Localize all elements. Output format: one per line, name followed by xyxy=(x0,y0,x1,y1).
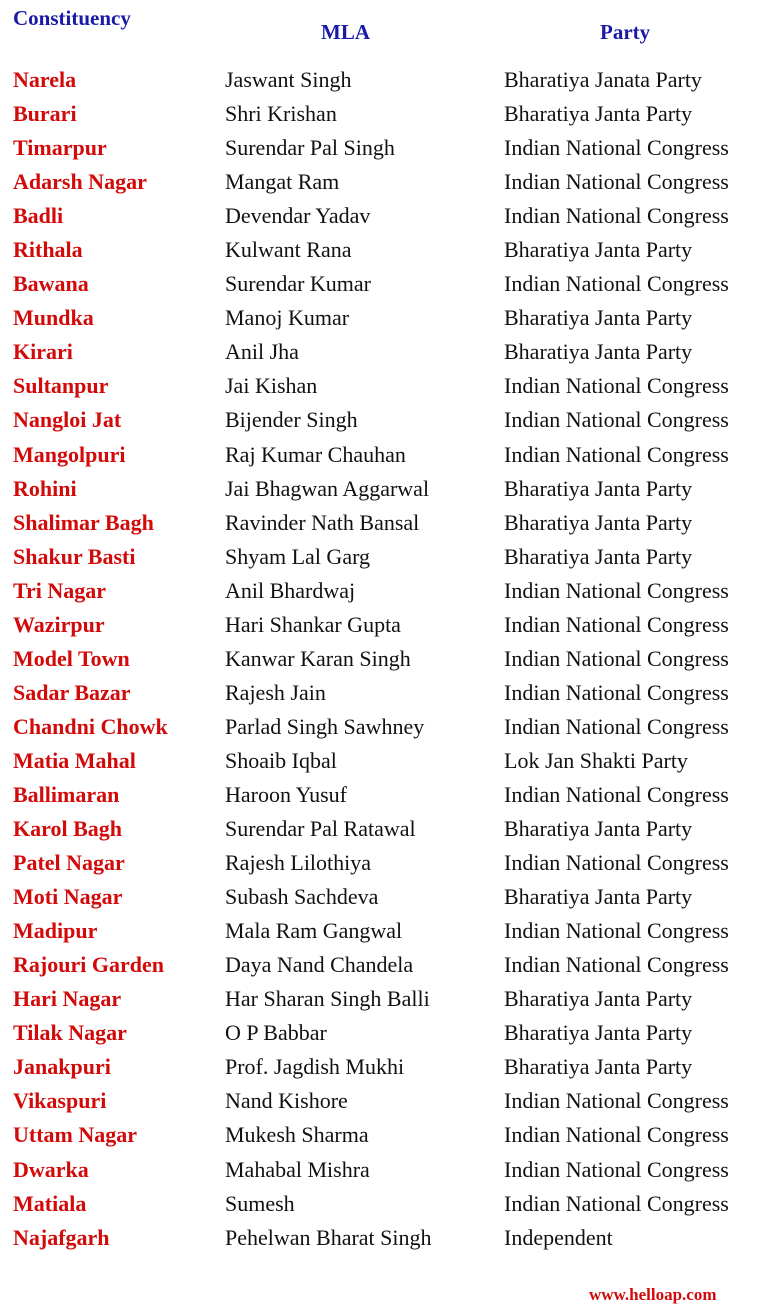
table-row xyxy=(0,574,770,608)
constituency-cell: Ballimaran xyxy=(13,781,120,807)
table-row xyxy=(0,335,770,369)
party-cell: Independent xyxy=(504,1224,613,1250)
mla-name-cell: Mahabal Mishra xyxy=(225,1156,370,1182)
table-row xyxy=(0,267,770,301)
constituency-cell: Uttam Nagar xyxy=(13,1122,138,1148)
mla-name-cell: Anil Jha xyxy=(225,339,299,365)
party-cell: Indian National Congress xyxy=(504,373,729,399)
party-cell: Indian National Congress xyxy=(504,1190,729,1216)
constituency-cell: Moti Nagar xyxy=(13,884,123,910)
party-cell: Indian National Congress xyxy=(504,1156,729,1182)
constituency-cell: Hari Nagar xyxy=(13,986,122,1012)
constituency-cell: Rithala xyxy=(13,237,83,263)
mla-name-cell: Prof. Jagdish Mukhi xyxy=(225,1054,405,1080)
mla-name-cell: Surendar Pal Ratawal xyxy=(225,816,416,842)
constituency-cell: Tilak Nagar xyxy=(13,1020,127,1046)
constituency-cell: Shalimar Bagh xyxy=(13,509,154,535)
table-row xyxy=(0,506,770,540)
constituency-cell: Shakur Basti xyxy=(13,543,136,569)
constituency-cell: Chandni Chowk xyxy=(13,713,168,739)
constituency-cell: Mundka xyxy=(13,305,94,331)
party-cell: Indian National Congress xyxy=(504,577,729,603)
table-row xyxy=(0,948,770,982)
party-cell: Indian National Congress xyxy=(504,407,729,433)
table-row xyxy=(0,880,770,914)
constituency-cell: Karol Bagh xyxy=(13,816,123,842)
mla-name-cell: Subash Sachdeva xyxy=(225,884,379,910)
table-row xyxy=(0,642,770,676)
table-row xyxy=(0,1016,770,1050)
table-row xyxy=(0,1050,770,1084)
mla-name-cell: Mukesh Sharma xyxy=(225,1122,369,1148)
table-row xyxy=(0,982,770,1016)
table-row xyxy=(0,914,770,948)
party-cell: Indian National Congress xyxy=(504,1122,729,1148)
column-header-constituency: Constituency xyxy=(13,6,131,30)
table-row xyxy=(0,1187,770,1221)
mla-name-cell: Daya Nand Chandela xyxy=(225,952,414,978)
party-cell: Indian National Congress xyxy=(504,679,729,705)
mla-name-cell: Parlad Singh Sawhney xyxy=(225,713,425,739)
mla-name-cell: Mangat Ram xyxy=(225,169,340,195)
party-cell: Indian National Congress xyxy=(504,611,729,637)
mla-name-cell: Shri Krishan xyxy=(225,101,337,127)
mla-name-cell: Haroon Yusuf xyxy=(225,781,347,807)
table-row xyxy=(0,1118,770,1152)
party-cell: Indian National Congress xyxy=(504,645,729,671)
party-cell: Indian National Congress xyxy=(504,952,729,978)
mla-name-cell: Shoaib Iqbal xyxy=(225,747,337,773)
constituency-cell: Dwarka xyxy=(13,1156,89,1182)
mla-name-cell: Jai Kishan xyxy=(225,373,318,399)
party-cell: Bharatiya Janta Party xyxy=(504,101,693,127)
constituency-cell: Nangloi Jat xyxy=(13,407,122,433)
constituency-cell: Matiala xyxy=(13,1190,87,1216)
table-row xyxy=(0,131,770,165)
mla-name-cell: Manoj Kumar xyxy=(225,305,350,331)
table-row xyxy=(0,778,770,812)
party-cell: Bharatiya Janta Party xyxy=(504,543,693,569)
party-cell: Bharatiya Janta Party xyxy=(504,1054,693,1080)
table-row xyxy=(0,301,770,335)
mla-name-cell: Kulwant Rana xyxy=(225,237,352,263)
table-row xyxy=(0,438,770,472)
party-cell: Bharatiya Janta Party xyxy=(504,475,693,501)
mla-name-cell: Shyam Lal Garg xyxy=(225,543,371,569)
mla-name-cell: Sumesh xyxy=(225,1190,295,1216)
table-row xyxy=(0,233,770,267)
table-row xyxy=(0,63,770,97)
constituency-cell: Matia Mahal xyxy=(13,747,136,773)
constituency-cell: Bawana xyxy=(13,271,89,297)
table-row xyxy=(0,540,770,574)
party-cell: Indian National Congress xyxy=(504,713,729,739)
mla-name-cell: Har Sharan Singh Balli xyxy=(225,986,430,1012)
mla-name-cell: Bijender Singh xyxy=(225,407,358,433)
constituency-cell: Sultanpur xyxy=(13,373,109,399)
party-cell: Bharatiya Janta Party xyxy=(504,237,693,263)
footer-website-link[interactable]: www.helloap.com xyxy=(589,1285,717,1304)
mla-table-body xyxy=(0,63,770,1255)
table-row xyxy=(0,97,770,131)
constituency-cell: Najafgarh xyxy=(13,1224,110,1250)
column-header-party: Party xyxy=(600,20,651,44)
party-cell: Bharatiya Janta Party xyxy=(504,816,693,842)
constituency-cell: Janakpuri xyxy=(13,1054,111,1080)
table-row xyxy=(0,472,770,506)
party-cell: Bharatiya Janta Party xyxy=(504,1020,693,1046)
constituency-cell: Burari xyxy=(13,101,77,127)
mla-name-cell: Anil Bhardwaj xyxy=(225,577,356,603)
table-row xyxy=(0,165,770,199)
constituency-cell: Wazirpur xyxy=(13,611,105,637)
mla-name-cell: Rajesh Jain xyxy=(225,679,326,705)
mla-name-cell: Surendar Kumar xyxy=(225,271,372,297)
party-cell: Indian National Congress xyxy=(504,169,729,195)
constituency-cell: Rajouri Garden xyxy=(13,952,164,978)
column-header-mla: MLA xyxy=(321,20,370,44)
table-row xyxy=(0,403,770,437)
constituency-cell: Model Town xyxy=(13,645,130,671)
constituency-cell: Madipur xyxy=(13,918,98,944)
party-cell: Bharatiya Janta Party xyxy=(504,986,693,1012)
table-row xyxy=(0,369,770,403)
party-cell: Indian National Congress xyxy=(504,1088,729,1114)
party-cell: Indian National Congress xyxy=(504,203,729,229)
table-row xyxy=(0,1153,770,1187)
mla-name-cell: O P Babbar xyxy=(225,1020,327,1046)
constituency-cell: Badli xyxy=(13,203,64,229)
party-cell: Indian National Congress xyxy=(504,918,729,944)
mla-name-cell: Raj Kumar Chauhan xyxy=(225,441,406,467)
mla-name-cell: Pehelwan Bharat Singh xyxy=(225,1224,432,1250)
party-cell: Indian National Congress xyxy=(504,850,729,876)
table-row xyxy=(0,1084,770,1118)
constituency-cell: Timarpur xyxy=(13,135,107,161)
party-cell: Indian National Congress xyxy=(504,441,729,467)
party-cell: Indian National Congress xyxy=(504,135,729,161)
party-cell: Bharatiya Janta Party xyxy=(504,884,693,910)
mla-name-cell: Rajesh Lilothiya xyxy=(225,850,372,876)
mla-name-cell: Hari Shankar Gupta xyxy=(225,611,401,637)
constituency-cell: Sadar Bazar xyxy=(13,679,131,705)
mla-name-cell: Surendar Pal Singh xyxy=(225,135,395,161)
constituency-cell: Kirari xyxy=(13,339,73,365)
constituency-cell: Mangolpuri xyxy=(13,441,126,467)
constituency-cell: Adarsh Nagar xyxy=(13,169,147,195)
party-cell: Indian National Congress xyxy=(504,271,729,297)
mla-name-cell: Mala Ram Gangwal xyxy=(225,918,403,944)
table-row xyxy=(0,1221,770,1255)
constituency-cell: Rohini xyxy=(13,475,77,501)
mla-name-cell: Jai Bhagwan Aggarwal xyxy=(225,475,430,501)
mla-name-cell: Kanwar Karan Singh xyxy=(225,645,411,671)
table-row xyxy=(0,676,770,710)
table-row xyxy=(0,608,770,642)
table-row xyxy=(0,710,770,744)
mla-name-cell: Jaswant Singh xyxy=(225,67,352,92)
mla-name-cell: Devendar Yadav xyxy=(225,203,371,229)
table-row xyxy=(0,846,770,880)
party-cell: Bharatiya Janta Party xyxy=(504,339,693,365)
table-row xyxy=(0,744,770,778)
constituency-cell: Tri Nagar xyxy=(13,577,107,603)
table-row xyxy=(0,199,770,233)
constituency-cell: Vikaspuri xyxy=(13,1088,107,1114)
table-row xyxy=(0,812,770,846)
constituency-cell: Narela xyxy=(13,67,77,92)
party-cell: Lok Jan Shakti Party xyxy=(504,747,688,773)
party-cell: Bharatiya Janata Party xyxy=(504,67,702,92)
party-cell: Bharatiya Janta Party xyxy=(504,305,693,331)
constituency-cell: Patel Nagar xyxy=(13,850,125,876)
party-cell: Indian National Congress xyxy=(504,781,729,807)
party-cell: Bharatiya Janta Party xyxy=(504,509,693,535)
mla-name-cell: Nand Kishore xyxy=(225,1088,348,1114)
mla-name-cell: Ravinder Nath Bansal xyxy=(225,509,420,535)
